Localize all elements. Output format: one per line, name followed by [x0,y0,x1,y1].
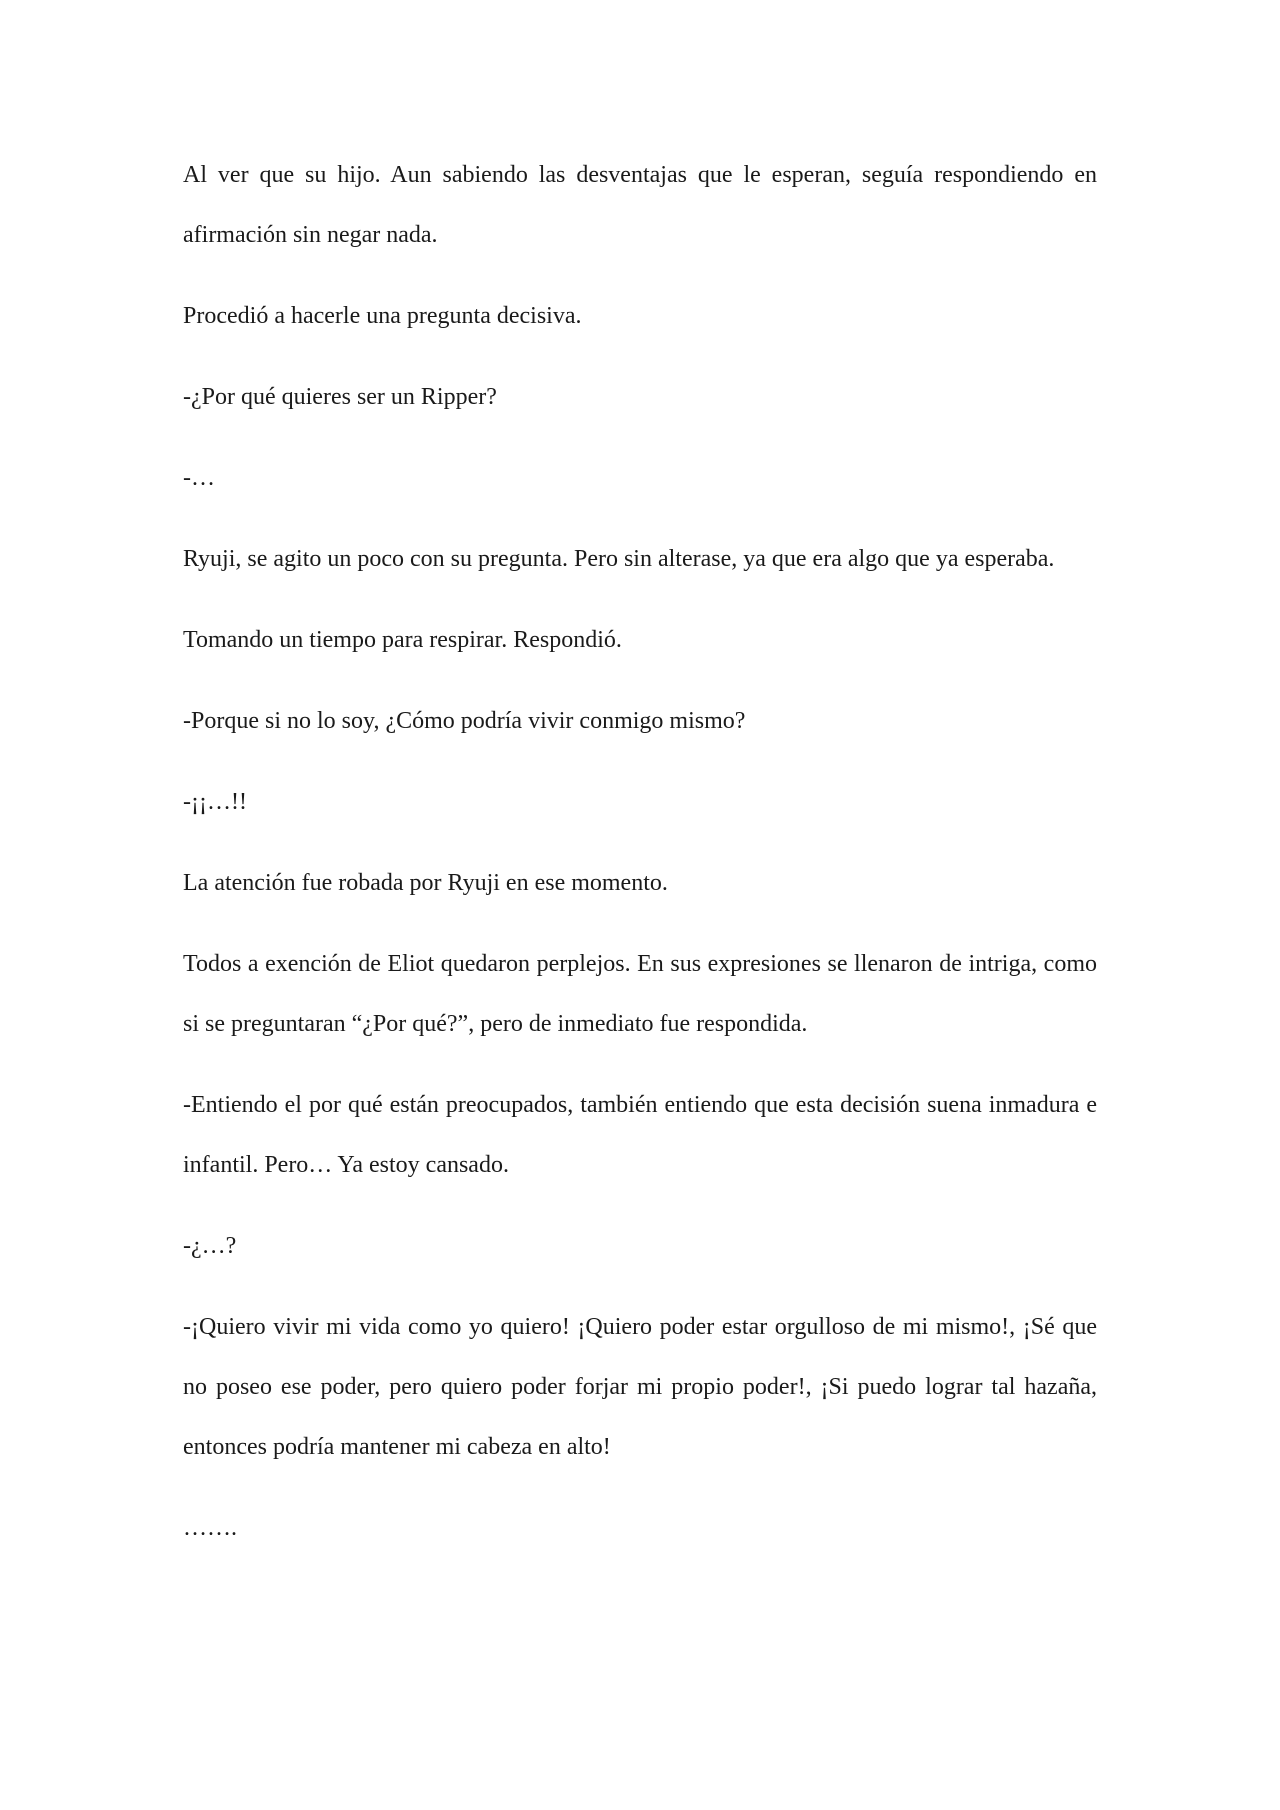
dialogue-line: -¡¡…!! [183,789,247,815]
paragraph: Ryuji, se agito un poco con su pregunta. Pero sin alterase, ya que era algo que ya esperaba. [183,546,1055,572]
paragraph: Procedió a hacerle una pregunta decisiva. [183,303,582,329]
dialogue-line: -¿Por qué quieres ser un Ripper? [183,384,497,410]
dialogue-line: -¡Quiero vivir mi vida como yo quiero! ¡Quiero poder estar orgulloso de mi mismo!, ¡Sé que no poseo ese poder, pero quiero poder forjar mi propio poder!, ¡Si puedo lograr tal hazaña, entonces podría mantener mi cabeza en alto! [183,1314,1097,1460]
paragraph: Todos a exención de Eliot quedaron perplejos. En sus expresiones se llenaron de intriga, como si se preguntaran “¿Por qué?”, pero de inmediato fue respondida. [183,951,1097,1037]
dialogue-line: -¿…? [183,1233,237,1259]
dialogue-line: -… [183,465,215,491]
document-body [183,145,1097,1558]
paragraph: Al ver que su hijo. Aun sabiendo las desventajas que le esperan, seguía respondiendo en afirmación sin negar nada. [183,162,1097,248]
paragraph: La atención fue robada por Ryuji en ese momento. [183,870,668,896]
ellipsis-line: ……. [183,1515,237,1541]
dialogue-line: -Entiendo el por qué están preocupados, también entiendo que esta decisión suena inmadura e infantil. Pero… Ya estoy cansado. [183,1092,1097,1178]
dialogue-line: -Porque si no lo soy, ¿Cómo podría vivir conmigo mismo? [183,708,746,734]
paragraph: Tomando un tiempo para respirar. Respondió. [183,627,622,653]
